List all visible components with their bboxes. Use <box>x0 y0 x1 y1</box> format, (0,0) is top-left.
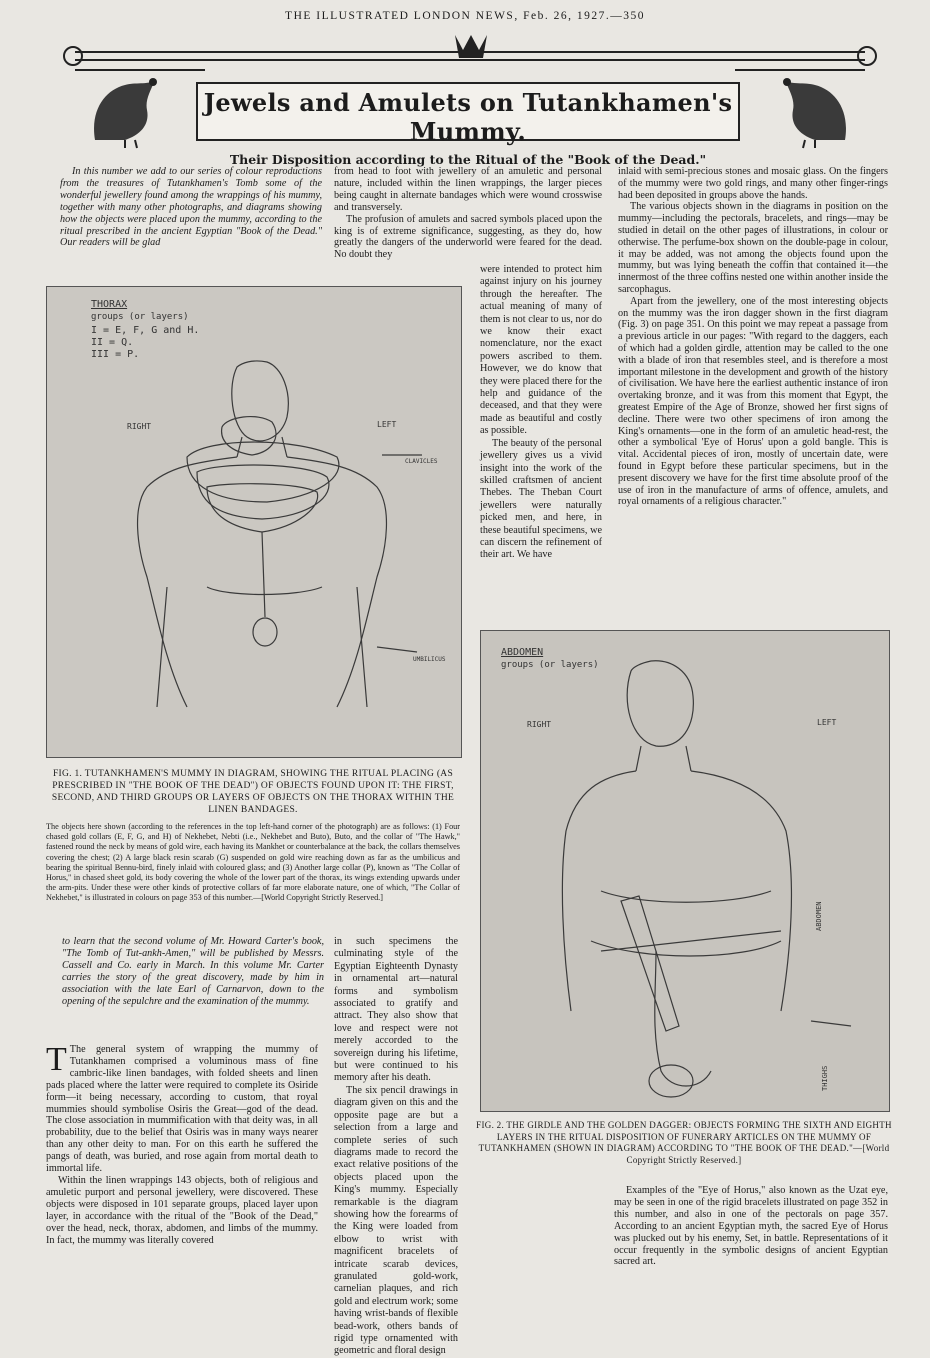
fig1-groups-label: groups (or layers) <box>91 312 189 322</box>
page-title: Jewels and Amulets on Tutankhamen's Mummy. <box>203 88 733 146</box>
fig1-group1-label: I = E, F, G and H. <box>91 325 200 336</box>
fig1-thorax-label: THORAX <box>91 299 128 310</box>
fig1-clavicles-label: CLAVICLES <box>405 458 438 465</box>
dropcap: T <box>46 1041 67 1078</box>
main-col1-paragraph-2: Within the linen wrappings 143 objects, both of religious and amuletic purport and personal jewellery, were discovered. These objects were disposed in 101 separate groups, placed layer upon layer, in accordance with the ritual of the "Book of the Dead," over the head, neck, thorax, abdomen, and limbs of the mummy. In fact, the mummy was literally covered <box>46 1174 318 1246</box>
col2-narrow-paragraph-1: were intended to protect him against injury on his journey through the hereafter. The actual meaning of many of them is not clear to us, nor do we know their exact nomenclature, nor the exact powers ascribed to them. However, we do know that they were placed there for the help and guidance of the deceased, and that they were made as beautiful and costly as possible. <box>480 264 602 437</box>
figure-1-caption-body: The objects here shown (according to the references in the top left-hand corner of the photograph) are as follows: (1) Four chased gold collars (E, F, G, and H) of Nekhebet, Nebti (i.e., Nekhebet and Buto), Buto, and the collar of "The Hawk," fastened round the neck by means of gold wire, each having its Mankhet or counterbalance at the back, the collars themselves covering the chest; (2) A large black resin scarab (G) suspended on gold wire reaching down as far as the umbilicus and bearing the spiritual Bennu-bird, finely inlaid with coloured glass; and (3) Another large collar (P), known as "The Collar of Horus," in chased sheet gold, its body covering the whole of the lower part of the thorax, its wings extending upwards under the arm-pits. Under these were other kinds of protective collars of far more elaborate nature, one of which, "The Collar of Nekhebet," is illustrated in colours on page 353 of this number.—[World Copyright Strictly Reserved.] <box>46 822 460 903</box>
figure-2-caption: FIG. 2. THE GIRDLE AND THE GOLDEN DAGGER: OBJECTS FORMING THE SIXTH AND EIGHTH LAYERS IN THE RITUAL DISPOSITION OF FUNERARY ARTICLES ON THE MUMMY OF TUTANKHAMEN (SHOWN IN DIAGRAM) ACCORDING TO "THE BOOK OF THE DEAD."—[World Copyright Strictly Reserved.] <box>476 1120 892 1165</box>
fig1-group3-label: III = P. <box>91 349 140 360</box>
fig1-group2-label: II = Q. <box>91 337 134 348</box>
column3 <box>618 166 888 508</box>
right-vulture-icon <box>783 78 846 148</box>
col2-paragraph-1: from head to foot with jewellery of an amuletic and personal nature, included within the linen wrappings, the larger pieces being caught in alternate bandages which were wound crosswise and transversely. <box>334 166 602 213</box>
fig2-groups-label: groups (or layers) <box>501 660 599 670</box>
column2-top <box>334 166 602 261</box>
figure-1-diagram <box>47 287 461 757</box>
intro-continuation <box>62 936 324 1007</box>
masthead: THE ILLUSTRATED LONDON NEWS, Feb. 26, 1927.—350 <box>285 10 645 22</box>
intro-cont-paragraph: to learn that the second volume of Mr. Howard Carter's book, "The Tomb of Tut-ankh-Amen," will be published by Messrs. Cassell and Co. early in March. In this volume Mr. Carter carries the story of the great discovery, made by him in association with the late Earl of Carnarvon, down to the opening of the sepulchre and the examination of the mummy. <box>62 936 324 1007</box>
column2-narrow <box>480 264 602 562</box>
left-vulture-icon <box>94 78 157 148</box>
fig2-right-label: RIGHT <box>527 720 552 729</box>
col3-bottom-paragraph: Examples of the "Eye of Horus," also known as the Uzat eye, may be seen in one of the rigid bracelets illustrated on page 352 in this number, and also in one of the pectorals on page 357. According to an ancient Egyptian myth, the sacred Eye of Horus was plucked out by his enemy, Set, in battle. Representations of it occur frequently in the symbolic designs of ancient Egyptian sacred art. <box>614 1185 888 1268</box>
fig2-abdomen-side-label: ABDOMEN <box>815 901 823 931</box>
intro-paragraph: In this number we add to our series of colour reproductions from the treasures of Tutankhamen's Tomb some of the wonderful jewellery found among the wrappings of his mummy, together with many other photographs, and diagrams showing how the objects were placed upon the mummy, according to the ritual prescribed in the ancient Egyptian "Book of the Dead." Our readers will be glad <box>60 166 322 249</box>
figure-2-diagram <box>481 631 889 1111</box>
col2-narrow-paragraph-2: The beauty of the personal jewellery gives us a vivid insight into the work of the skilled craftsmen of ancient Thebes. The Theban Court jewellers were naturally picked men, and here, in these beautiful specimens, we can discern the refinement of their art. We have <box>480 437 602 561</box>
fig2-thighs-label: THIGHS <box>821 1065 829 1091</box>
column2-lower <box>334 936 458 1358</box>
main-column-1 <box>46 1041 318 1246</box>
fig1-umbilicus-label: UMBILICUS <box>413 656 446 663</box>
page-subtitle: Their Disposition according to the Ritual of the "Book of the Dead." <box>229 152 707 167</box>
intro-text <box>60 166 322 249</box>
fig2-left-label: LEFT <box>817 718 837 727</box>
col2-lower-paragraph-1: in such specimens the culminating style of the Egyptian Eighteenth Dynasty in ornamental art—natural forms and symbolism associated to gratify and attract. They also show that love and respect were not merely accorded to the sovereign during his lifetime, but were continued to his memory after his death. <box>334 936 458 1084</box>
main-col1-paragraph-1: The general system of wrapping the mummy of Tutankhamen comprised a voluminous mass of fine cambric-like linen bandages, with folded sheets and linen pads placed where the latter were required to complete its Osiride form—it being necessary, according to custom, that royal mummies should symbolise Osiris the Great—god of the dead. The close association in mummification with that deity was, in all probability, due to the belief that Osiris was in many ways nearer than any other deity to man. For on this earth he suffered the pangs of death, was buried, and rose again from mortal death to immortal life. <box>46 1044 318 1175</box>
col3-paragraph-3: Apart from the jewellery, one of the most interesting objects on the mummy was the iron dagger shown in the first diagram (Fig. 3) on page 351. On this point we may repeat a passage from a previous article in our pages: "With regard to the daggers, each of which had a golden girdle, attention may be called to the one with a blade of iron that resembles steel, and is therefore a most important milestone in the development and growth of the history of civilisation. We have here the earliest authentic instance of iron overtaking bronze, and it was from this moment that Egypt, the greatest Empire of the Age of Bronze, showed her first signs of decline. There were two other specimens of iron among the King's ornaments—one in the form of an amuletic head-rest, the other a symbolical 'Eye of Horus' upon a gold bangle. This is vital. Accidental pieces of iron, mostly of uncertain date, were found in Egypt before these particular specimens, but in the present discovery we have for the first time absolute proof of the use of iron in the manufacture of arms of offence, amulets, and royal ornaments of a religious character." <box>618 295 888 508</box>
fig1-right-label: RIGHT <box>127 422 152 431</box>
col2-lower-paragraph-2: The six pencil drawings in diagram given on this and the opposite page are but a selection from a large and complete series of such diagrams made to record the exact relative positions of the objects placed upon the King's mummy. Especially remarkable is the diagram showing how the forearms of the King were loaded from elbow to wrist with magnificent bracelets of intricate scarab devices, granulated gold-work, carnelian plaques, and rich gold and electrum work; some having wrist-bands of flexible bead-work, others bands of rigid type ornamented with geometric and floral design <box>334 1084 458 1357</box>
column3-bottom <box>614 1185 888 1268</box>
col2-paragraph-2: The profusion of amulets and sacred symbols placed upon the king is of extreme significance, suggesting, as they do, how greatly the dangers of the underworld were feared for the dead. No doubt they <box>334 213 602 261</box>
figure-1-caption-heading: FIG. 1. TUTANKHAMEN'S MUMMY IN DIAGRAM, SHOWING THE RITUAL PLACING (AS PRESCRIBED IN "THE BOOK OF THE DEAD") OF OBJECTS FOUND UPON IT: THE FIRST, SECOND, AND THIRD GROUPS OR LAYERS OF OBJECTS ON THE THORAX WITHIN THE LINEN BANDAGES. <box>51 769 455 815</box>
fig1-left-label: LEFT <box>377 420 397 429</box>
figure-1-photo <box>46 286 462 758</box>
figure-2-photo <box>480 630 890 1112</box>
title-box <box>196 82 740 167</box>
col3-paragraph-2: The various objects shown in the diagrams in position on the mummy—including the pectorals, bracelets, and rings—may be studied in detail on the other pages of illustrations, in colour or otherwise. The perfume-box shown on the double-page in colour, it may be added, was not among the objects found upon the mummy, but was lying beneath the coffin that contained it—the innermost of the three coffins nested one within another inside the sarcophagus. <box>618 201 888 295</box>
col3-paragraph-1: inlaid with semi-precious stones and mosaic glass. On the fingers of the mummy were two gold rings, and many other finger-rings had been deposited in groups above the hands. <box>618 166 888 201</box>
fig2-abdomen-label: ABDOMEN <box>501 647 544 658</box>
